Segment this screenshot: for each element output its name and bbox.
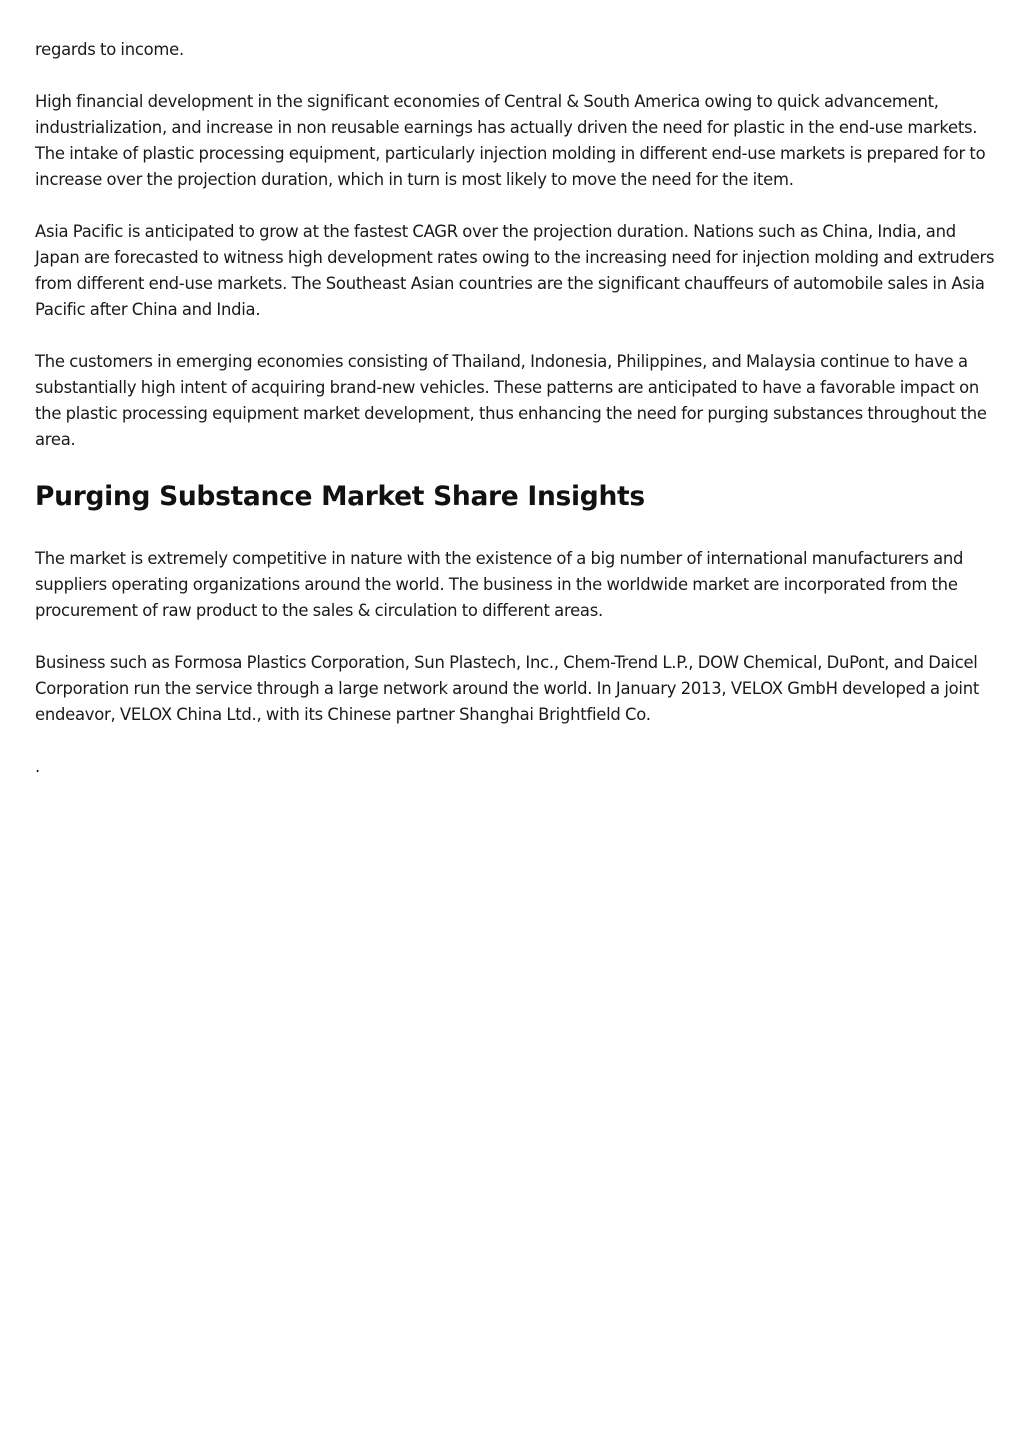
trailing-dot: . bbox=[35, 757, 40, 776]
document-page bbox=[35, 37, 995, 806]
paragraph-companies: Business such as Formosa Plastics Corporation, Sun Plastech, Inc., Chem-Trend L.P., DOW Chemical, DuPont, and Daicel Corporation run the service through a large network around the world. In January 2013, VELOX GmbH developed a joint endeavor, VELOX China Ltd., with its Chinese partner Shanghai Brightfield Co. bbox=[35, 653, 980, 724]
section-heading: Purging Substance Market Share Insights bbox=[35, 481, 645, 512]
paragraph-central-south-america: High financial development in the significant economies of Central & South America owing to quick advancement, industrialization, and increase in non reusable earnings has actually driven the need for plastic in the end-use markets. The intake of plastic processing equipment, particularly injection molding in different end-use markets is prepared for to increase over the projection duration, which in turn is most likely to move the need for the item. bbox=[35, 92, 986, 189]
paragraph-income: regards to income. bbox=[35, 40, 184, 59]
paragraph-asia-pacific: Asia Pacific is anticipated to grow at the fastest CAGR over the projection duration. Nations such as China, India, and Japan are forecasted to witness high development rates owing to the increasing need for injection molding and extruders from different end-use markets. The Southeast Asian countries are the significant chauffeurs of automobile sales in Asia Pacific after China and India. bbox=[35, 222, 995, 319]
paragraph-competitive-market: The market is extremely competitive in nature with the existence of a big number of international manufacturers and suppliers operating organizations around the world. The business in the worldwide market are incorporated from the procurement of raw product to the sales & circulation to different areas. bbox=[35, 549, 964, 620]
paragraph-emerging-economies: The customers in emerging economies consisting of Thailand, Indonesia, Philippines, and Malaysia continue to have a substantially high intent of acquiring brand-new vehicles. These patterns are anticipated to have a favorable impact on the plastic processing equipment market development, thus enhancing the need for purging substances throughout the area. bbox=[35, 352, 987, 449]
